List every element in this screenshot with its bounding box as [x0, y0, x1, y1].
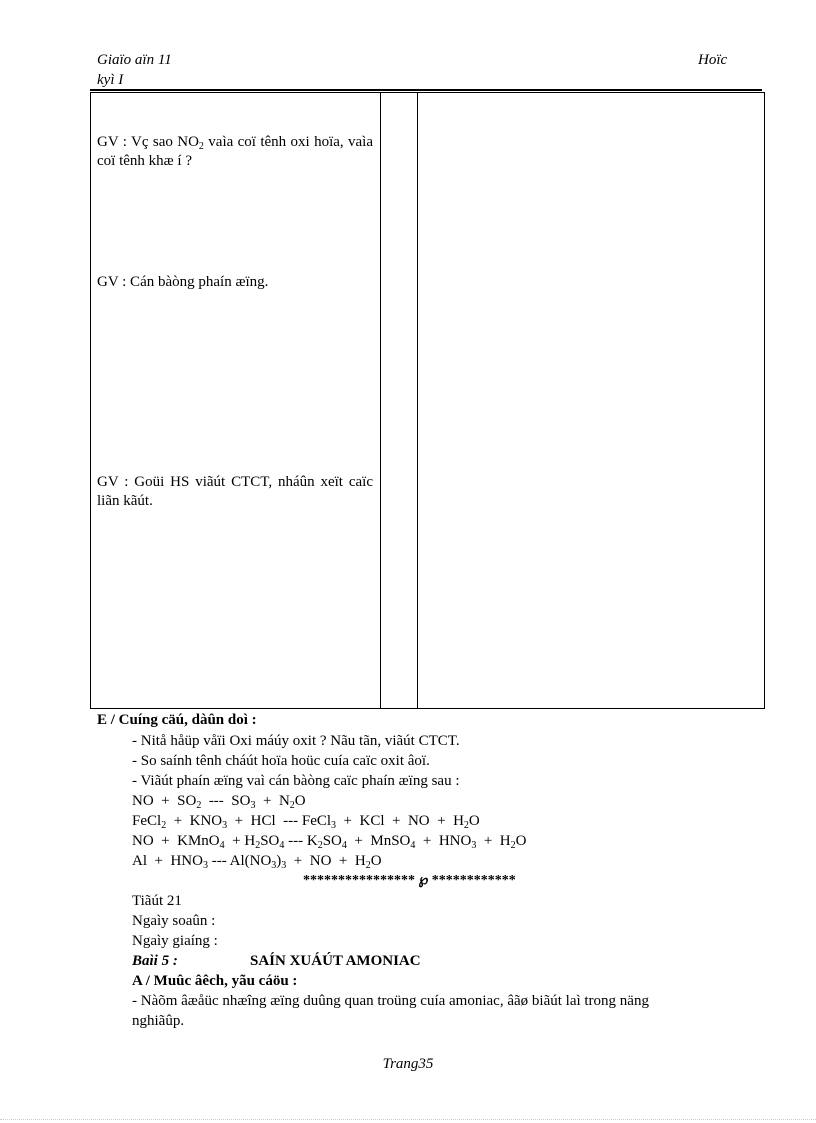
- page-number: Trang35: [382, 1056, 434, 1072]
- period-number: Tiãút 21: [132, 893, 182, 909]
- page-bottom-edge: [0, 1119, 816, 1120]
- equation-1: NO + $SO_2$ --- $SO_3 + N_2O$: [132, 793, 306, 811]
- table-divider-2: [417, 92, 418, 709]
- equation-3: NO + KMnO$_4$ + $H_2SO_4$ --- $K_2SO_4$ + MnSO$_4$ + $HNO_3 + H_2O$: [132, 833, 527, 851]
- objective-line-1: - Nàõm âæåüc nhæîng æïng duûng quan troüng cuía amoniac, âãø biãút laì trong näng: [132, 993, 649, 1009]
- lesson-table: [90, 92, 765, 709]
- section-e-bullet-1: - Nitå håüp våïi Oxi máúy oxit ? Nãu tãn, viãút CTCT.: [132, 733, 460, 749]
- date-prepared: Ngaìy soaûn :: [132, 913, 216, 929]
- section-divider: **************** ℘ ************: [303, 873, 516, 888]
- objectives-title: A / Muûc âêch, yãu cáöu :: [132, 973, 298, 989]
- header-rule: [90, 89, 762, 91]
- date-taught: Ngaìy giaíng :: [132, 933, 218, 949]
- section-e-title: E / Cuíng cäú, dàûn doì :: [97, 712, 257, 728]
- equation-4: $Al + HNO_3$ --- $Al(NO_3)_3$ + NO + $H_2O$: [132, 853, 382, 871]
- section-e-bullet-3: - Viãút phaín æïng vaì cán bàòng caïc phaín æïng sau :: [132, 773, 460, 789]
- table-cell-question-1: GV : Vç sao $NO_2$ vaìa coï tênh oxi hoïa, vaìa coï tênh khæ í ?: [97, 134, 373, 169]
- header-term: kyì I: [97, 72, 124, 88]
- table-cell-question-3: GV : Goüi HS viãút CTCT, nháûn xeït caïc liãn kãút.: [97, 474, 373, 509]
- header-subject: Giaïo aïn 11: [97, 52, 172, 68]
- table-divider-1: [380, 92, 381, 709]
- table-cell-question-2: GV : Cán bàòng phaín æïng.: [97, 274, 269, 290]
- section-e-bullet-2: - So saính tênh cháút hoïa hoüc cuía caïc oxit âoï.: [132, 753, 430, 769]
- equation-2: FeCl$_2$ + $KNO_3$ + HCl --- FeCl$_3$ + KCl + NO + $H_2O$: [132, 813, 480, 831]
- lesson-title: SAÍN XUÁÚT AMONIAC: [250, 953, 421, 969]
- objective-line-2: nghiãûp.: [132, 1013, 185, 1029]
- lesson-label: Baìi 5 :: [132, 953, 178, 969]
- header-right: Hoïc: [698, 52, 728, 68]
